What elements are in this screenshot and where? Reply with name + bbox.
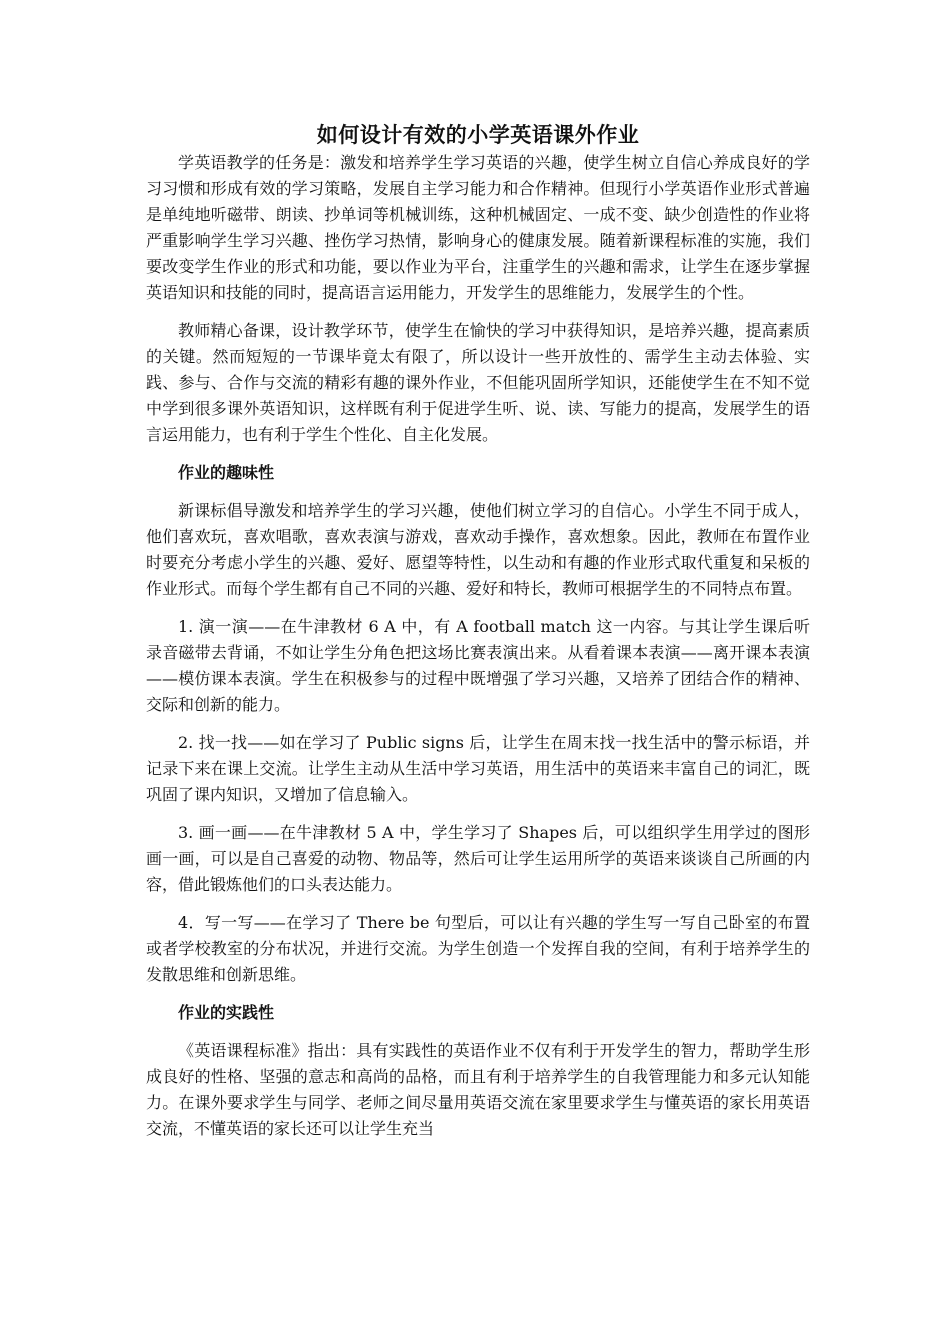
- section1-paragraph-1: 新课标倡导激发和培养学生的学习兴趣，使他们树立学习的自信心。小学生不同于成人，他们喜欢玩，喜欢唱歌，喜欢表演与游戏，喜欢动手操作，喜欢想象。因此，教师在布置作业时要充分考虑小学生的兴趣、爱好、愿望等特性，以生动和有趣的作业形式取代重复和呆板的作业形式。而每个学生都有自己不同的兴趣、爱好和特长，教师可根据学生的不同特点布置。: [146, 501, 810, 598]
- section1-item-1: 1. 演一演——在牛津教材 6 A 中，有 A football match 这一内容。与其让学生课后听录音磁带去背诵，不如让学生分角色把这场比赛表演出来。从看着课本表演——离开课本表演——模仿课本表演。学生在积极参与的过程中既增强了学习兴趣，又培养了团结合作的精神、交际和创新的能力。: [146, 617, 810, 714]
- intro-paragraph-1: 学英语教学的任务是：激发和培养学生学习英语的兴趣，使学生树立自信心养成良好的学习习惯和形成有效的学习策略，发展自主学习能力和合作精神。但现行小学英语作业形式普遍是单纯地听磁带、朗读、抄单词等机械训练，这种机械固定、一成不变、缺少创造性的作业将严重影响学生学习兴趣、挫伤学习热情，影响身心的健康发展。随着新课程标准的实施，我们要改变学生作业的形式和功能，要以作业为平台，注重学生的兴趣和需求，让学生在逐步掌握英语知识和技能的同时，提高语言运用能力，开发学生的思维能力，发展学生的个性。: [146, 153, 810, 302]
- section1-item-2: 2. 找一找——如在学习了 Public signs 后，让学生在周末找一找生活中的警示标语，并记录下来在课上交流。让学生主动从生活中学习英语，用生活中的英语来丰富自己的词汇，既巩固了课内知识，又增加了信息输入。: [146, 733, 810, 804]
- intro-paragraph-2: 教师精心备课，设计教学环节，使学生在愉快的学习中获得知识，是培养兴趣，提高素质的关键。然而短短的一节课毕竟太有限了，所以设计一些开放性的、需学生主动去体验、实践、参与、合作与交流的精彩有趣的课外作业，不但能巩固所学知识，还能使学生在不知不觉中学到很多课外英语知识，这样既有利于促进学生听、说、读、写能力的提高，发展学生的语言运用能力，也有利于学生个性化、自主化发展。: [146, 321, 810, 444]
- section-heading-practice: 作业的实践性: [178, 1003, 275, 1022]
- document-page: [146, 110, 810, 1154]
- section1-item-3: 3. 画一画——在牛津教材 5 A 中，学生学习了 Shapes 后，可以组织学生用学过的图形画一画，可以是自己喜爱的动物、物品等，然后可让学生运用所学的英语来谈谈自己所画的内容，借此锻炼他们的口头表达能力。: [146, 823, 810, 894]
- section1-item-4: 4．写一写——在学习了 There be 句型后，可以让有兴趣的学生写一写自己卧室的布置或者学校教室的分布状况，并进行交流。为学生创造一个发挥自我的空间，有利于培养学生的发散思维和创新思维。: [146, 913, 810, 984]
- document-title: 如何设计有效的小学英语课外作业: [316, 123, 640, 147]
- section-heading-interest: 作业的趣味性: [178, 463, 275, 482]
- section2-paragraph-1: 《英语课程标准》指出：具有实践性的英语作业不仅有利于开发学生的智力，帮助学生形成良好的性格、坚强的意志和高尚的品格，而且有利于培养学生的自我管理能力和多元认知能力。在课外要求学生与同学、老师之间尽量用英语交流在家里要求学生与懂英语的家长用英语交流，不懂英语的家长还可以让学生充当: [146, 1041, 810, 1138]
